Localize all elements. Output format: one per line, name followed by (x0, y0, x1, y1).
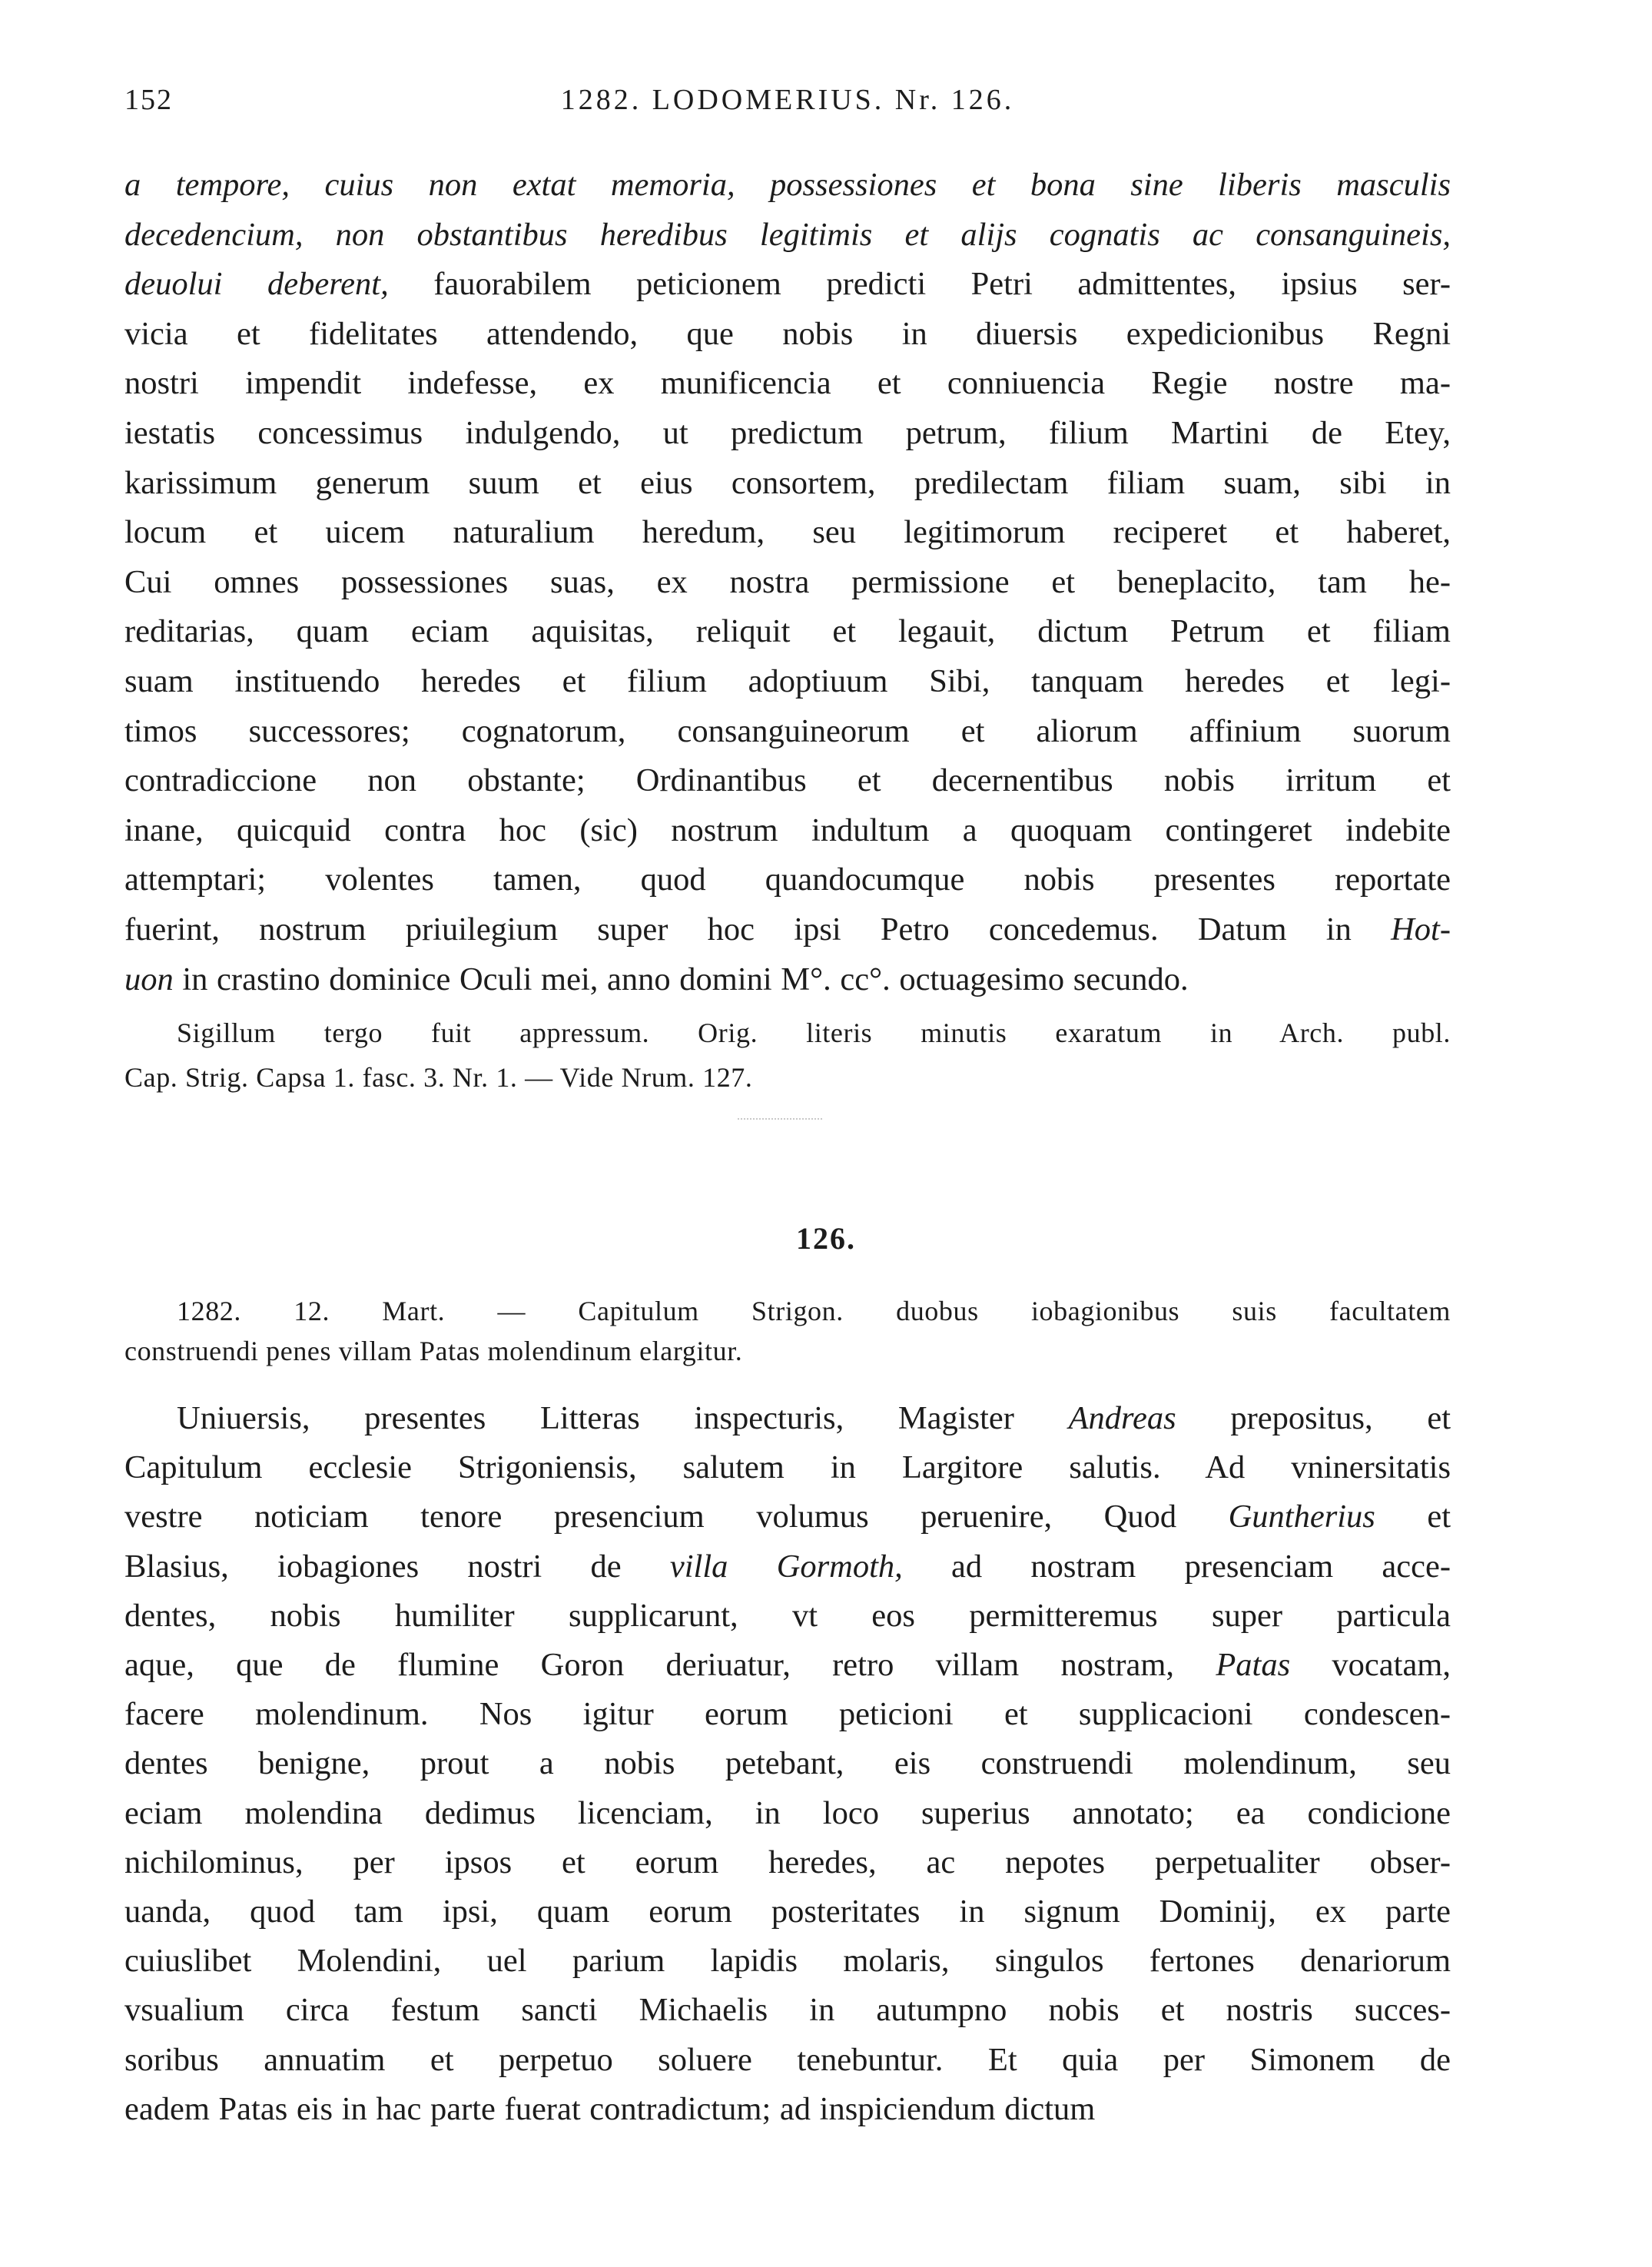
text-run: nichilominus, per ipsos et eorum heredes, ac nepotes perpetualiter obser- (124, 1844, 1451, 1880)
text-run: timos successores; cognatorum, consanguineorum et aliorum affinium suorum (124, 712, 1451, 749)
italic-text: Guntherius (1228, 1499, 1375, 1535)
text-run: dentes, nobis humiliter supplicarunt, vt eos permitteremus super particula (124, 1597, 1451, 1634)
text-run: Uniuersis, presentes Litteras inspecturis, Magister (177, 1400, 1069, 1436)
italic-text: deuolui deberent, (124, 266, 389, 303)
text-line (124, 2086, 1451, 2133)
text-line (124, 807, 1451, 855)
text-run: ad nostram presenciam acce- (902, 1548, 1451, 1585)
text-line (177, 1395, 1451, 1442)
text-line (124, 856, 1451, 904)
text-run: soribus annuatim et perpetuo soluere tenebuntur. Et quia per Simonem de (124, 2041, 1451, 2078)
text-line (124, 410, 1451, 457)
text-run: suam instituendo heredes et filium adoptiuum Sibi, tanquam heredes et legi- (124, 663, 1451, 699)
text-line (124, 1493, 1451, 1541)
text-line (124, 608, 1451, 656)
text-line (124, 658, 1451, 705)
section-divider (738, 1118, 822, 1123)
text-run: vocatam, (1290, 1647, 1451, 1683)
text-line (124, 310, 1451, 358)
text-run: dentes benigne, prout a nobis petebant, eis construendi molendinum, seu (124, 1745, 1451, 1782)
page-number: 152 (124, 84, 173, 116)
italic-text: Andreas (1068, 1400, 1176, 1436)
text-run: Capitulum ecclesie Strigoniensis, salutem in Largitore salutis. Ad vninersitatis (124, 1449, 1451, 1486)
text-line (124, 1740, 1451, 1787)
regest-line: construendi penes villam Patas molendinum elargitur. (124, 1336, 743, 1366)
text-run: contradiccione non obstante; Ordinantibus et decernentibus nobis irritum et (124, 762, 1451, 799)
text-line (124, 360, 1451, 407)
text-run: Cui omnes possessiones suas, ex nostra permissione et beneplacito, tam he- (124, 563, 1451, 600)
text-line (124, 1888, 1451, 1936)
text-line (124, 2036, 1451, 2084)
text-line (124, 1592, 1451, 1640)
regest-line: 1282. 12. Mart. — Capitulum Strigon. duobus iobagionibus suis facultatem (177, 1296, 1451, 1326)
text-line (124, 1444, 1451, 1492)
italic-text: Patas (1216, 1647, 1291, 1683)
text-run: inane, quicquid contra hoc (sic) nostrum indultum a quoquam contingeret indebite (124, 812, 1451, 848)
text-run: attemptari; volentes tamen, quod quandocumque nobis presentes reportate (124, 861, 1451, 898)
text-run: locum et uicem naturalium heredum, seu legitimorum reciperet et haberet, (124, 514, 1451, 551)
text-line (124, 1691, 1451, 1738)
text-run: facere molendinum. Nos igitur eorum peticioni et supplicacioni condescen- (124, 1696, 1451, 1733)
text-line (124, 460, 1451, 507)
text-run: eadem Patas eis in hac parte fuerat contradictum; ad inspiciendum dictum (124, 2090, 1096, 2127)
page-header (124, 83, 1451, 129)
text-run: reditarias, quam eciam aquisitas, reliquit et legauit, dictum Petrum et filiam (124, 613, 1451, 650)
text-run: vicia et fidelitates attendendo, que nobis in diuersis expedicionibus Regni (124, 315, 1451, 352)
text-run: karissimum generum suum et eius consortem, predilectam filiam suam, sibi in (124, 464, 1451, 501)
text-line (124, 1987, 1451, 2034)
text-run: vestre noticiam tenore presencium volumus peruenire, Quod (124, 1499, 1229, 1535)
text-line (124, 906, 1451, 954)
text-run: uanda, quod tam ipsi, quam eorum posteritates in signum Dominij, ex parte (124, 1894, 1451, 1930)
text-line (124, 1790, 1451, 1837)
text-run: fuerint, nostrum priuilegium super hoc ipsi Petro concedemus. Datum in (124, 911, 1392, 948)
italic-text: Hot- (1391, 911, 1451, 948)
text-line (124, 708, 1451, 755)
text-run: vsualium circa festum sancti Michaelis in autumpno nobis et nostris succes- (124, 1992, 1451, 2029)
text-run: eciam molendina dedimus licenciam, in loco superius annotato; ea condicione (124, 1794, 1451, 1831)
text-line (124, 509, 1451, 556)
note-line: Sigillum tergo fuit appressum. Orig. literis minutis exaratum in Arch. publ. (177, 1017, 1451, 1048)
italic-text: uon (124, 961, 174, 997)
text-run: cuiuslibet Molendini, uel parium lapidis molaris, singulos fertones denariorum (124, 1943, 1451, 1980)
note-line: Cap. Strig. Capsa 1. fasc. 3. Nr. 1. — Vide Nrum. 127. (124, 1062, 753, 1093)
text-run: nostri impendit indefesse, ex munificencia et conniuencia Regie nostre ma- (124, 365, 1451, 402)
text-run: Blasius, iobagiones nostri de (124, 1548, 670, 1585)
text-run: iestatis concessimus indulgendo, ut predictum petrum, filium Martini de Etey, (124, 415, 1451, 451)
text-line (124, 1641, 1451, 1689)
text-run: et (1375, 1499, 1451, 1535)
italic-text: villa Gormoth, (669, 1548, 903, 1585)
text-run: in crastino dominice Oculi mei, anno domini M°. cc°. octuagesimo secundo. (173, 961, 1189, 997)
text-run: aque, que de flumine Goron deriuatur, retro villam nostram, (124, 1647, 1216, 1683)
text-run: prepositus, et (1176, 1400, 1451, 1436)
text-line (124, 211, 1451, 259)
running-head: 1282. LODOMERIUS. Nr. 126. (560, 84, 1015, 116)
text-line (124, 1543, 1451, 1591)
document-number: 126. (796, 1221, 856, 1256)
text-line (124, 956, 1451, 1004)
italic-text: a tempore, cuius non extat memoria, possessiones et bona sine liberis masculis (124, 167, 1451, 203)
text-line (124, 261, 1451, 308)
text-line (124, 559, 1451, 606)
text-run: fauorabilem peticionem predicti Petri admittentes, ipsius ser- (388, 266, 1451, 303)
text-line (124, 1839, 1451, 1887)
text-line (124, 757, 1451, 805)
italic-text: decedencium, non obstantibus heredibus legitimis et alijs cognatis ac consanguineis, (124, 216, 1451, 253)
text-line (124, 1937, 1451, 1985)
text-line (124, 161, 1451, 209)
